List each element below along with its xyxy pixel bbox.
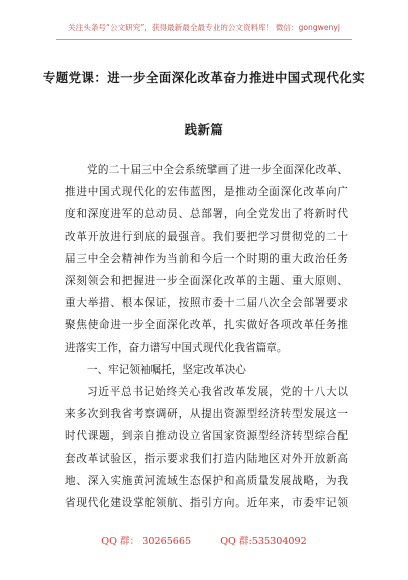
document-title-line-2: 践新篇 <box>184 122 224 137</box>
body-line: 党的二十届三中全会系统擘画了进一步全面深化改革、 <box>87 164 348 176</box>
body-line: 进落实工作，奋力谱写中国式现代化我省篇章。 <box>65 341 288 354</box>
body-line: 深刻领会和把握进一步全面深化改革的主题、重大原则、 <box>65 275 348 288</box>
header-banner: 关注头条号“公文研究”，获得最新最全最专业的公文资料库！ 微信：gongwenyj <box>68 23 340 32</box>
body-line: 省现代化建设掌舵领航、指引方向。近年来，市委牢记领 <box>65 497 348 510</box>
footer-qq-group-1: QQ 群： 30265665 <box>101 536 192 547</box>
header-divider <box>56 39 352 40</box>
body-line: 地、深入实施黄河流域生态保护和高质量发展战略，为我 <box>65 474 348 487</box>
footer-qq-group-2: QQ 群:535304092 <box>220 536 307 547</box>
body-line: 改革开放进行到底的最强音。我们要把学习贯彻党的二十 <box>65 230 348 243</box>
body-line: 重大举措、根本保证，按照市委十二届八次全会部署要求 <box>65 297 348 310</box>
body-line: 届三中全会精神作为当前和今后一个时期的重大政治任务 <box>65 252 348 265</box>
body-line: 来多次到我省考察调研，从提出资源型经济转型发展这一 <box>65 408 348 421</box>
footer-contact <box>0 533 408 547</box>
body-text <box>65 159 348 514</box>
body-line: 时代课题，到亲自推动设立省国家资源型经济转型综合配 <box>65 430 348 443</box>
body-line: 推进中国式现代化的宏伟蓝图，是推动全面深化改革向广 <box>65 186 348 199</box>
body-line: 套改革试验区，指示要求我们打造内陆地区对外开放新高 <box>65 452 348 465</box>
body-line: 习近平总书记始终关心我省改革发展，党的十八大以 <box>87 386 348 399</box>
document-title-line-1: 专题党课：进一步全面深化改革奋力推进中国式现代化实 <box>42 70 366 85</box>
section-heading: 一、牢记领袖嘱托，坚定改革决心 <box>87 363 246 376</box>
body-line: 聚焦使命进一步全面深化改革，扎实做好各项改革任务推 <box>65 319 348 332</box>
body-line: 度和深度进军的总动员、总部署，向全党发出了将新时代 <box>65 208 348 221</box>
